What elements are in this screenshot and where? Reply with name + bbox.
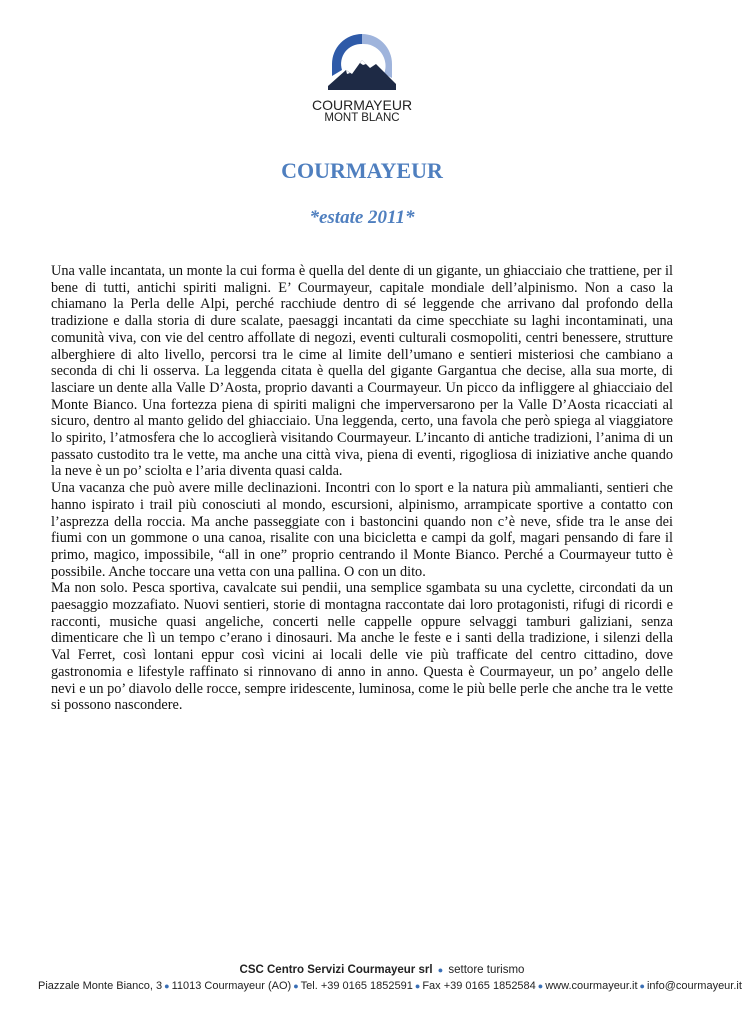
- footer-company-line: [40, 963, 724, 977]
- body-paragraph: Ma non solo. Pesca sportiva, cavalcate sui pendii, una semplice sgambata su una cyclette, circondati da un paesaggio mozzafiato. Nuovi sentieri, storie di montagna raccontate dai loro protagonisti, rifugi di ricordi e racconti, musiche quasi angeliche, concerti nelle cappelle oppure selvaggi tamburi galiziani, senza dimenticare che lì un tempo c’erano i dinosauri. Ma anche le feste e i santi della tradizione, i silenzi della Val Ferret, così lontani eppur così vicini ai locali delle vie più trafficate del centro cittadino, dove gastronomia e lifestyle raffinato si rinnovano di anno in anno. Questa è Courmayeur, un po’ angelo delle nevi e un po’ diavolo delle rocce, sempre iridescente, luminosa, come le più belle perle che anche tra le vette si possono nascondere.: [51, 580, 673, 714]
- document-body: [51, 263, 673, 714]
- bullet-icon: ●: [537, 981, 544, 991]
- bullet-icon: ●: [437, 965, 444, 975]
- brand-logo: [312, 30, 412, 126]
- footer-website: www.courmayeur.it: [545, 980, 638, 992]
- bullet-icon: ●: [639, 981, 645, 991]
- footer-email: info@courmayeur.it: [646, 980, 742, 992]
- footer-contact-line: [38, 979, 742, 993]
- page-footer: [0, 963, 742, 992]
- bullet-icon: ●: [293, 981, 299, 991]
- bullet-icon: ●: [414, 981, 421, 991]
- footer-sector: settore turismo: [448, 964, 525, 976]
- logo-wordmark-line2: MONT BLANC: [324, 112, 400, 124]
- mountain-logo-icon: [324, 30, 400, 96]
- body-paragraph: Una valle incantata, un monte la cui forma è quella del dente di un gigante, un ghiacciaio che trattiene, per il bene di tutti, antichi spiriti maligni. E’ Courmayeur, capitale mondiale dell’alpinismo. Non a caso la chiamano la Perla delle Alpi, perché racchiude dentro di sé leggende che arrivano dal profondo della tradizione e dalla storia di dure scalate, paesaggi incantati da cime specchiate su laghi incontaminati, una comunità viva, con vie del centro affollate di negozi, eventi culturali cosmopoliti, centri benessere, strutture alberghiere di alto livello, percorsi tra le cime al limite dell’umano e sentieri misteriosi che cambiano a seconda di chi li osserva. La leggenda citata è quella del gigante Gargantua che decise, alla sua morte, di lasciare un dente alla Valle D’Aosta, proprio davanti a Courmayeur. Un picco da infliggere al ghiacciaio del Monte Bianco. Una fortezza piena di spiriti maligni che imperversarono per la Valle D’Aosta ricacciati al sicuro, dentro al manto gelido del ghiacciaio. Una leggenda, certo, una favola che però spiega al viaggiatore lo spirito, l’atmosfera che lo accoglierà visitando Courmayeur. L’incanto di antiche tradizioni, l’anima di un passato custodito tra le vette, ma anche una città viva, piena di eventi, rigogliosa di iniziative anche quando la neve è un po’ sciolta e l’aria diventa quasi calda.: [51, 263, 673, 480]
- footer-phone: Tel. +39 0165 1852591: [300, 980, 413, 992]
- footer-company-name: CSC Centro Servizi Courmayeur srl: [239, 964, 433, 976]
- footer-city: 11013 Courmayeur (AO): [171, 980, 292, 992]
- footer-address: Piazzale Monte Bianco, 3: [38, 980, 163, 992]
- document-title: COURMAYEUR: [281, 158, 443, 183]
- logo-wordmark-line1: COURMAYEUR: [312, 97, 413, 113]
- body-paragraph: Una vacanza che può avere mille declinazioni. Incontri con lo sport e la natura più ammalianti, sentieri che hanno ispirato i trail più conosciuti al mondo, escursioni, alpinismo, arrampicate sportive a contatto con l’asprezza della roccia. Ma anche passeggiate con i bastoncini quando non c’è neve, sfide tra le anse dei fiumi con un gommone o una canoa, risalite con una bicicletta e campi da golf, magari pensando di fare il primo, magico, impossibile, “all in one” proprio centrando il Monte Bianco. Perché a Courmayeur tutto è possibile. Anche toccare una vetta con una pallina. O con un dito.: [51, 480, 673, 580]
- document-subtitle: *estate 2011*: [309, 207, 415, 228]
- bullet-icon: ●: [164, 981, 170, 991]
- footer-fax: Fax +39 0165 1852584: [422, 980, 536, 992]
